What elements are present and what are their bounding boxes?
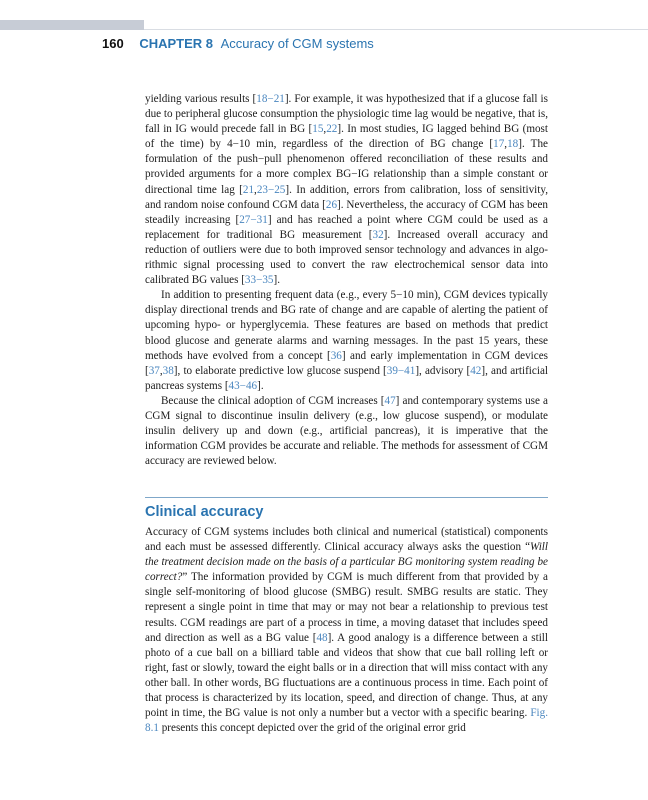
citation-link[interactable]: 21: [242, 183, 255, 196]
text-run: ].: [257, 379, 264, 392]
body-text-bottom: [145, 525, 548, 736]
text-run: ,: [323, 123, 327, 136]
text-run: ]. The formulation of the push−pull phenomenon offered reconciliation of these results and provided arguments for a more complex BG−IG relationship than a simple constant or directional time lag [: [145, 138, 548, 196]
citation-link[interactable]: 38: [162, 364, 174, 377]
paragraph: [145, 525, 548, 736]
text-run: ], to elaborate predictive low glucose suspend [: [173, 364, 387, 377]
header-rule: [144, 29, 648, 30]
text-run: ]. In addition, errors from calibration, loss of sensitivity, and random noise confound CGM data [: [145, 183, 548, 211]
citation-link[interactable]: 15: [312, 123, 324, 136]
text-run: ].: [273, 274, 280, 287]
citation-link[interactable]: 18: [507, 138, 519, 151]
citation-link[interactable]: 47: [384, 394, 396, 407]
citation-link[interactable]: 33−35: [244, 274, 274, 287]
text-run: ] and early implementation in CGM devices [: [145, 349, 548, 377]
citation-link[interactable]: 27−31: [239, 213, 268, 226]
text-run: ], and artificial pancreas systems [: [145, 364, 548, 392]
paragraph: [145, 92, 548, 288]
text-run: Because the clinical adoption of CGM increases [: [161, 394, 385, 407]
citation-link[interactable]: 48: [316, 631, 328, 644]
running-header: [102, 35, 374, 53]
text-run: ” The information provided by CGM is much different from that provided by a single self-monitoring of blood glucose (SMBG) result. SMBG results are static. They represent a single point in time that may or may not bear a relationship to previous test results. CGM readings are part of a process in time, a moving dataset that includes speed and direction as well as a BG value [: [145, 571, 548, 644]
section-rule: [145, 497, 548, 498]
body-text-top: [145, 92, 548, 469]
text-run: ]. In most studies, IG lagged behind BG (most of the time) by 4−10 min, regardless of the direction of BG change [: [145, 123, 548, 151]
text-run: ,: [504, 138, 508, 151]
chapter-title: Accuracy of CGM systems: [220, 36, 374, 51]
citation-link[interactable]: 17: [493, 138, 505, 151]
text-run: ], advisory [: [415, 364, 471, 377]
paragraph: [145, 394, 548, 469]
chapter-label: CHAPTER 8: [139, 36, 214, 51]
citation-link[interactable]: 43−46: [228, 379, 258, 392]
text-run: In addition to presenting frequent data (e.g., every 5−10 min), CGM devices typically display directional trends and BG rate of change and are capable of alerting the patient of upcoming hypo- or hyperglycemia. These features are based on methods that predict blood glucose and generate alarms and warning messages. In the past 15 years, these methods have evolved from a concept [: [145, 289, 548, 362]
text-run: ]. A good analogy is a difference between a still photo of a cue ball on a billiard table and videos that show that cue ball rolling left or right, fast or slowly, toward the eight balls or in a direction that will miss contact with any other ball. In other words, BG fluctuations are a continuous process in time. Each point of that process is characterized by its location, speed, and direction of change. Thus, at any point in time, the BG value is not only a number but a vector with a specific bearing.: [145, 631, 548, 720]
text-run: ]. Nevertheless, the accuracy of CGM has been steadily increasing [: [145, 198, 548, 226]
citation-link[interactable]: 42: [470, 364, 482, 377]
text-run: ] and has reached a point where CGM could be used as a replacement for traditional BG measurement [: [145, 213, 548, 241]
text-run: ,: [159, 364, 163, 377]
section-heading: Clinical accuracy: [145, 504, 264, 520]
citation-link[interactable]: 22: [326, 123, 338, 136]
citation-link[interactable]: 39−41: [386, 364, 416, 377]
text-run: yielding various results [: [145, 93, 257, 105]
text-run: ]. Increased overall accuracy and reduction of outliers were due to both improved sensor technology and advances in algorithmic signal processing used to convert the raw electrochemical sensor data into calibrated BG values [: [145, 228, 548, 287]
text-run: presents this concept depicted over the grid of the original error grid: [158, 722, 466, 735]
citation-link[interactable]: 23−25: [256, 183, 286, 196]
paragraph: [145, 288, 548, 394]
citation-link[interactable]: 18−21: [256, 93, 285, 105]
text-run: ]. For example, it was hypothesized that if a glucose fall is due to peripheral glucose consumption the physiologic time lag would be negative, that is, fall in IG would precede fall in BG [: [145, 93, 548, 136]
citation-link[interactable]: 36: [330, 349, 342, 362]
emphasis-text: Will the treatment decision made on the basis of a particular BG monitoring system reading be correct?: [145, 541, 548, 584]
citation-link[interactable]: 37: [148, 364, 160, 377]
citation-link[interactable]: Fig. 8.1: [145, 707, 548, 735]
text-run: ] and contemporary systems use a CGM signal to discontinue insulin delivery (e.g., low glucose suspend), or modulate insulin delivery up and down (e.g., artificial pancreas), it is imperative that the information CGM provides be accurate and reliable. The methods for assessment of CGM accuracy are reviewed below.: [145, 394, 548, 468]
citation-link[interactable]: 26: [325, 198, 338, 211]
citation-link[interactable]: 32: [372, 228, 384, 241]
page-number: 160: [102, 36, 124, 51]
text-run: Accuracy of CGM systems includes both clinical and numerical (statistical) components and each must be assessed differently. Clinical accuracy always asks the question “: [145, 526, 548, 554]
header-accent-bar: [0, 20, 144, 30]
text-run: ,: [254, 183, 257, 196]
